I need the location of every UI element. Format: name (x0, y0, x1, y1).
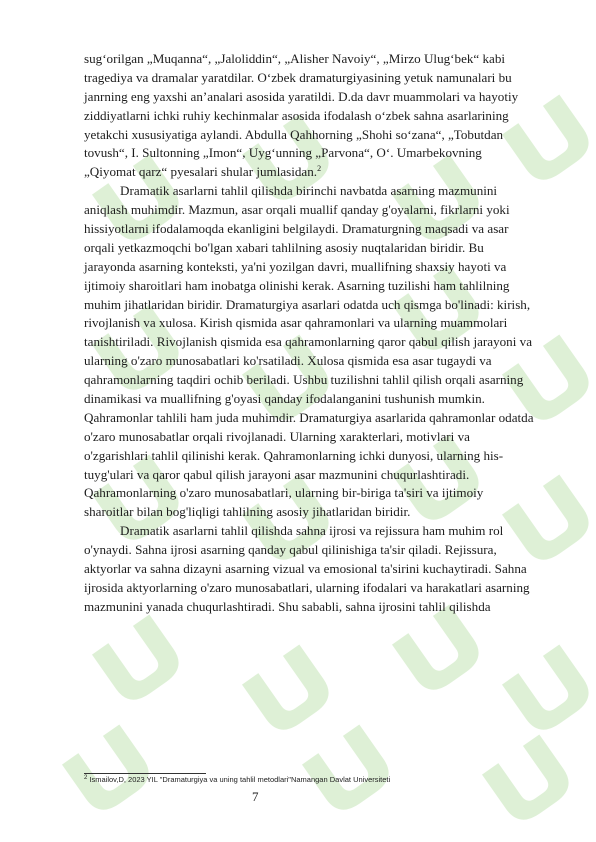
text-line-content: janrning eng yaxshi an’analari asosida yaratildi. D.da davr muammolari va hayotiy (84, 88, 519, 104)
text-line (84, 390, 570, 409)
text-line (84, 466, 570, 485)
text-line (84, 314, 570, 333)
text-line-content: ijtimoiy sharoitlari ham inobatga olinishi kerak. Asarning tuzilishi ham tahlilning (84, 277, 510, 293)
text-line (84, 126, 570, 145)
text-line (84, 352, 570, 371)
text-line-content: tanishtiriladi. Rivojlanish qismida esa qahramonlarning qaror qabul qilish jarayoni va (84, 334, 533, 350)
text-line-content: hissiyotlarni ifodalamoqda ekanligini belgilaydi. Dramaturgning maqsadi va asar (84, 221, 509, 237)
logo-watermark-icon (462, 712, 587, 837)
body-text (84, 50, 570, 617)
footnote-reference: 2 (317, 164, 322, 174)
text-line (84, 541, 570, 560)
page-number: 7 (252, 789, 259, 804)
text-line (84, 163, 570, 182)
logo-watermark-icon (222, 622, 347, 747)
text-line (84, 579, 570, 598)
text-line (84, 428, 570, 447)
text-line (84, 144, 570, 163)
text-line (84, 371, 570, 390)
text-line (84, 258, 570, 277)
logo-watermark-icon (482, 622, 596, 747)
text-line-content: sug‘orilgan „Muqanna“, „Jaloliddin“, „Alisher Navoiy“, „Mirzo Ulug‘bek“ kabi (84, 51, 506, 66)
logo-watermark-icon (42, 702, 167, 827)
text-line (84, 182, 570, 201)
text-line-content: rivojlanish va xulosa. Kirish qismida asar qahramonlari va ularning muammolari (84, 315, 508, 331)
text-line (84, 333, 570, 352)
text-line (84, 503, 570, 522)
text-line-content: tuyg'ulari va qaror qabul qilish jarayoni asar mazmunini chuqurlashtiradi. (84, 466, 470, 482)
text-line-content: o'ynaydi. Sahna ijrosi asarning qanday qabul qilinishiga ta'sir qiladi. Rejissura, (84, 542, 497, 558)
text-line (84, 50, 570, 69)
text-line (84, 484, 570, 503)
text-line-content: ijrosida aktyorlarning o'zaro munosabatlari, ularning ifodalari va harakatlari asarning (84, 579, 530, 595)
text-line (84, 560, 570, 579)
text-line-content: Dramatik asarlarni tahlil qilishda birinchi navbatda asarning mazmunini (120, 183, 498, 199)
text-line (84, 522, 570, 541)
footnote (84, 775, 390, 784)
text-line-content: ziddiyatlarni ichki ruhiy kechinmalar asosida ifodalash o‘zbek sahna asarlarining (84, 107, 509, 123)
text-line-content: aniqlash muhimdir. Mazmun, asar orqali muallif qanday g'oyalarni, fikrlarni yoki (84, 202, 510, 218)
text-line-content: Dramatik asarlarni tahlil qilishda sahna ijrosi va rejissura ham muhim rol (120, 523, 504, 539)
logo-watermark-icon (282, 702, 407, 827)
text-line-content: orqali yetkazmoqchi bo'lgan xabari tahlilning asosiy nuqtalaridan biridir. Bu (84, 239, 484, 255)
text-line-content: tragediya va dramalar yaratdilar. O‘zbek dramaturgiyasining yetuk namunalari bu (84, 69, 512, 85)
text-line-content: sharoitlar bilan bog'liqligi tahlilning asosiy jihatlaridan biridir. (84, 504, 411, 520)
text-line-content: dinamikasi va muallifning g'oyasi qanday ifodalanganini tushunish mumkin. (84, 391, 485, 407)
footnote-text: Ismailov,D, 2023 YIL "Dramaturgiya va uning tahlil metodlari"Namangan Davlat Universiteti (87, 775, 391, 784)
text-line-content: yetakchi xususiyatiga aylandi. Abdulla Qahhorning „Shohi so‘zana“, „Tobutdan (84, 126, 504, 142)
text-line (84, 107, 570, 126)
text-line (84, 201, 570, 220)
text-line (84, 296, 570, 315)
footnote-marker: 2 (84, 775, 88, 781)
text-line-content: mazmunini yanada chuqurlashtiradi. Shu sababli, sahna ijrosini tahlil qilishda (84, 598, 491, 614)
text-line-content: ularning o'zaro munosabatlari ko'rsatiladi. Xulosa qismida esa asar tugaydi va (84, 353, 492, 369)
text-line-content: Qahramonlarning o'zaro munosabatlari, ularning bir-biriga ta'siri va ijtimoiy (84, 485, 484, 501)
text-line (84, 598, 570, 617)
text-line (84, 239, 570, 258)
text-line (84, 447, 570, 466)
text-line (84, 88, 570, 107)
text-line-content: qahramonlarning taqdiri ochib beriladi. Ushbu tuzilishni tahlil qilish orqali asarning (84, 372, 524, 388)
text-line-content: aktyorlar va sahna dizayni asarning vizual va emosional ta'sirini kuchaytiradi. Sahna (84, 561, 527, 577)
text-line (84, 277, 570, 296)
text-line-content: „Qiyomat qarz“ pyesalari shular jumlasidan. (84, 164, 318, 180)
text-line-content: Qahramonlar tahlili ham juda muhimdir. Dramaturgiya asarlarida qahramonlar odatda (84, 409, 534, 425)
text-line (84, 409, 570, 428)
text-line-content: muhim jihatlaridan biridir. Dramaturgiya asarlari odatda uch qismga bo'linadi: kirish, (84, 296, 531, 312)
footnote-separator (84, 773, 206, 774)
text-line (84, 220, 570, 239)
text-line-content: o'zgarishlari tahlil qilinishi kerak. Qahramonlarning ichki dunyosi, ularning his- (84, 447, 504, 463)
text-line-content: o'zaro munosabatlar orqali rivojlanadi. Ularning xarakterlari, motivlari va (84, 428, 470, 444)
text-line-content: tovush“, I. Sultonning „Imon“, Uyg‘unning „Parvona“, O‘. Umarbekovning (84, 145, 482, 161)
text-line (84, 69, 570, 88)
text-line-content: jarayonda asarning konteksti, ya'ni yozilgan davri, muallifning shaxsiy hayoti va (84, 258, 507, 274)
